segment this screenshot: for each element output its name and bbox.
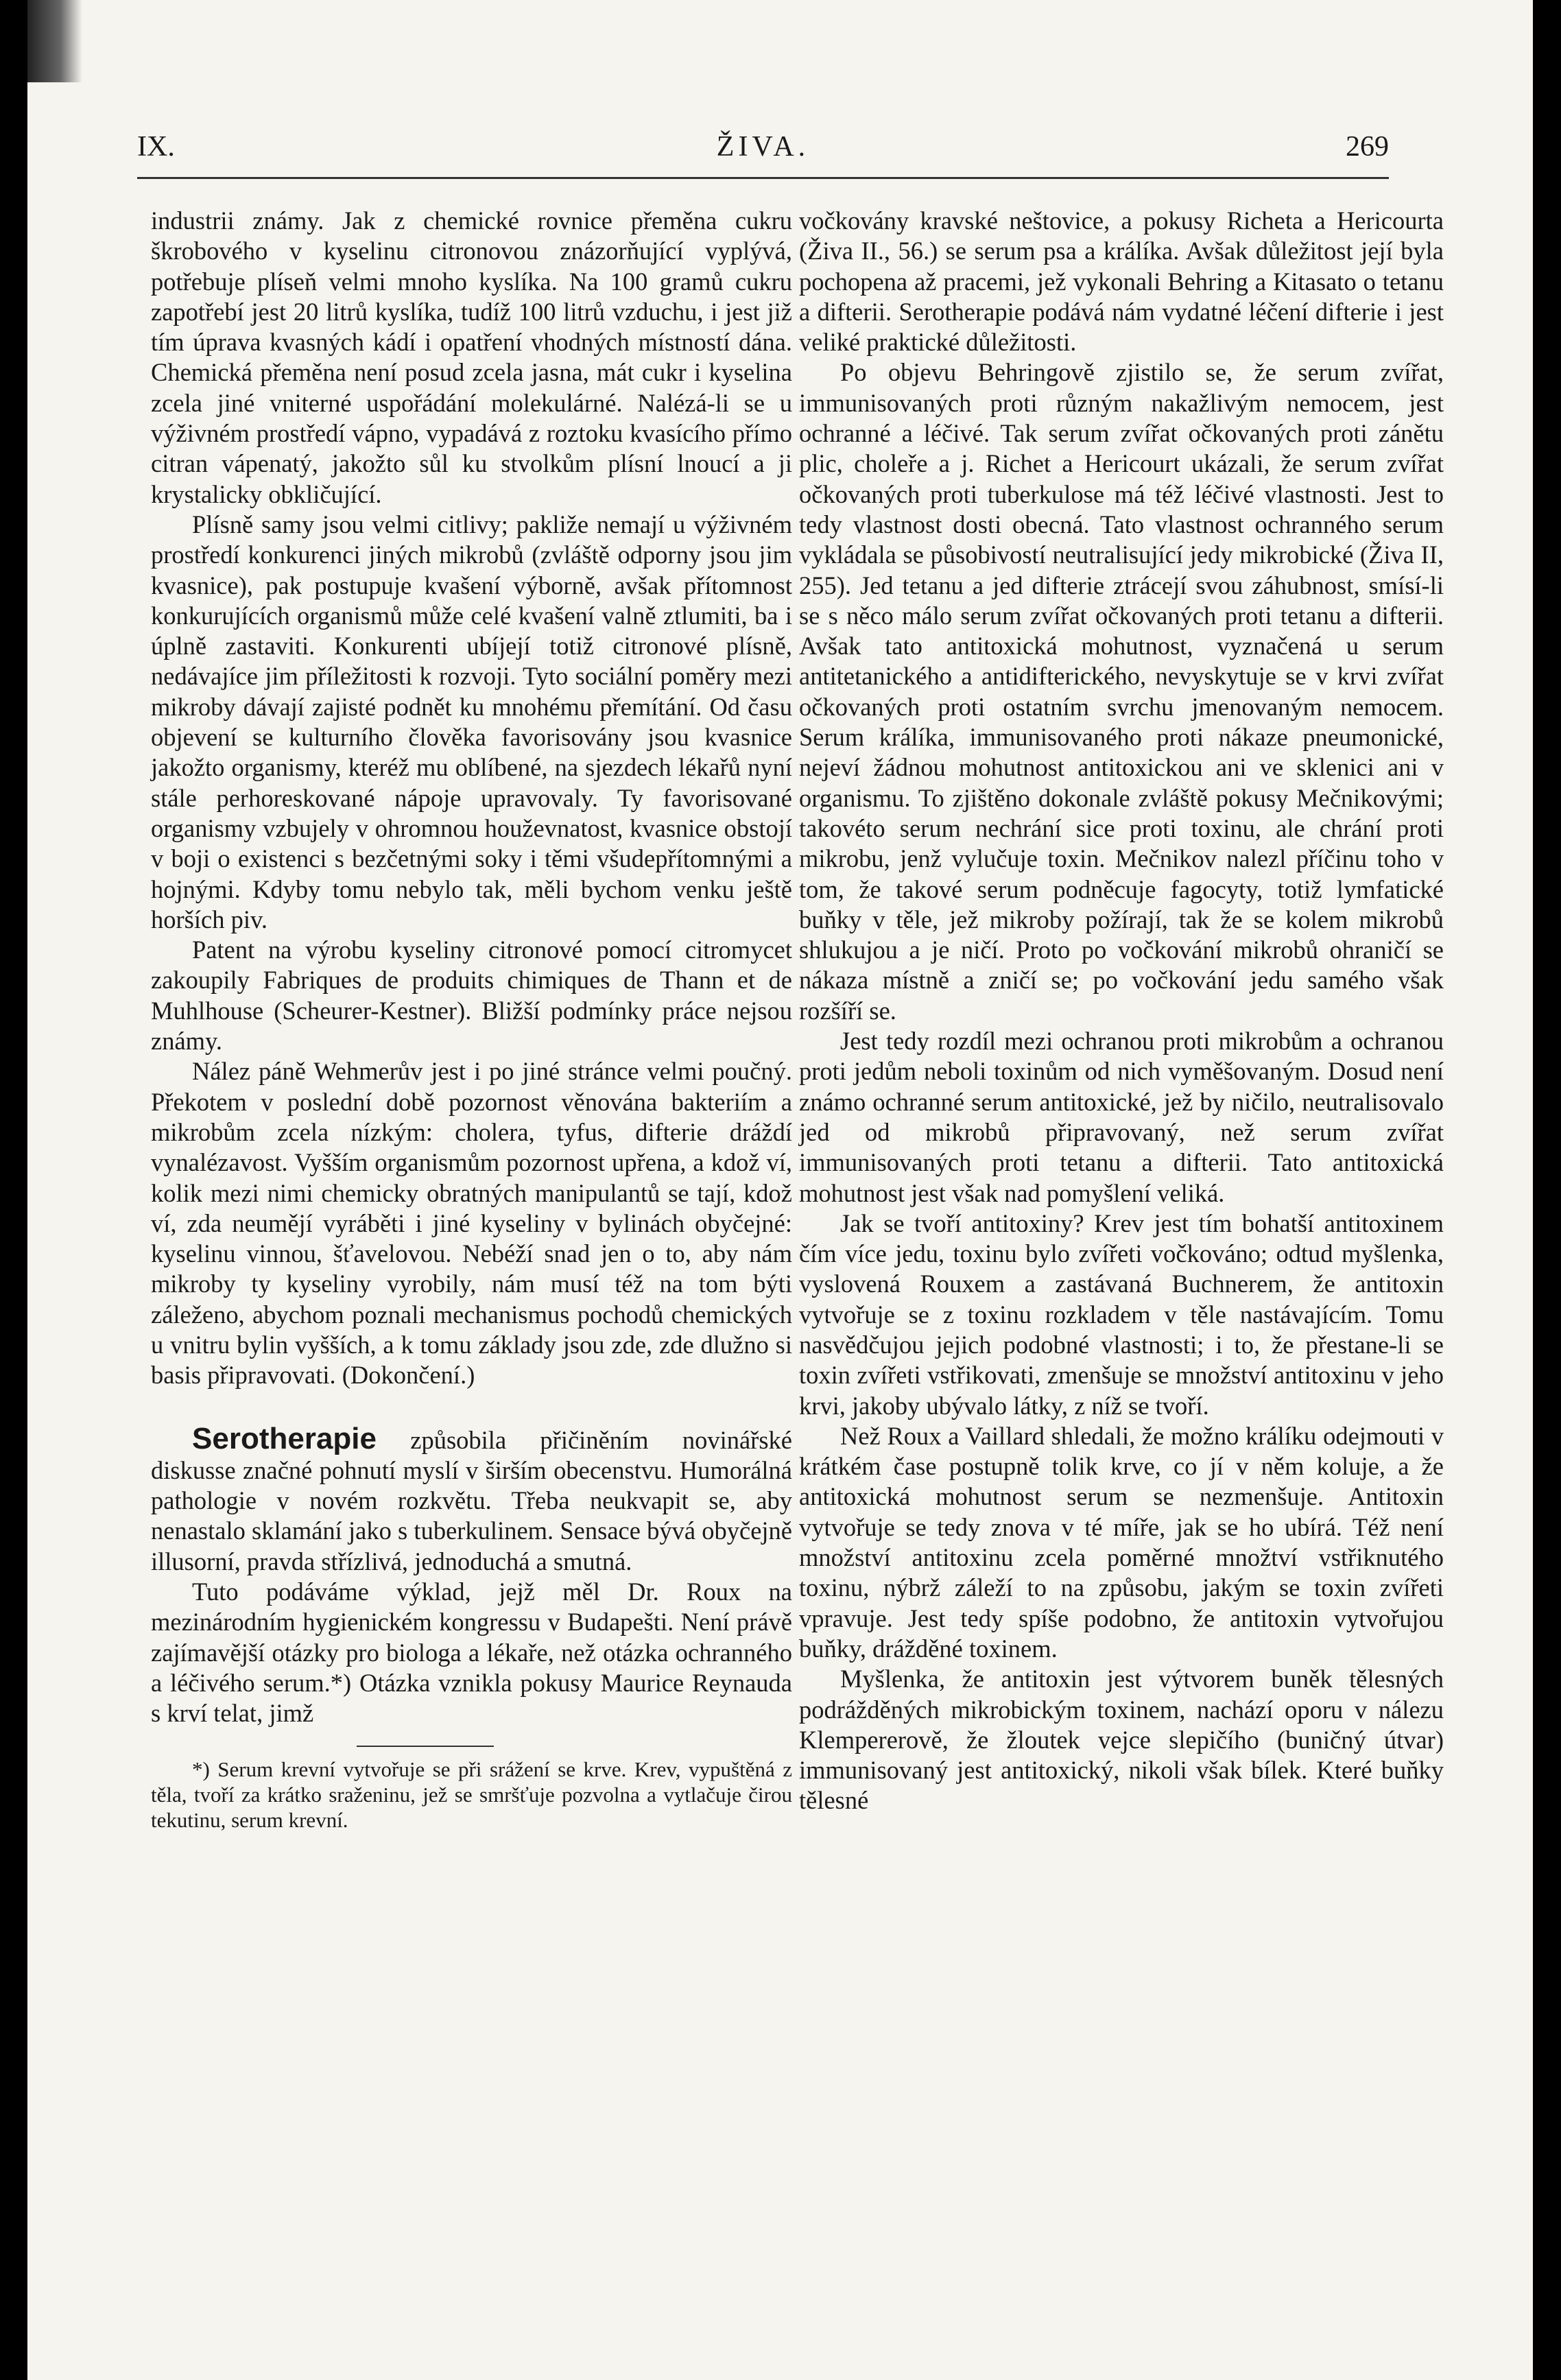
- paragraph: Patent na výrobu kyseliny citronové pomocí citromycet zakoupily Fabriques de produits chimiques de Thann et de Muhlhouse (Scheurer-Kestner). Bližší podmínky práce nejsou známy.: [151, 936, 792, 1056]
- paragraph: Tuto podáváme výklad, jejž měl Dr. Roux na mezinárodním hygienickém kongressu v Budapešti. Není právě zajímavější otázky pro biologa a lékaře, než otázka ochranného a léčivého serum.*) Otázka vznikla pokusy Maurice Reynauda s krví telat, jimž: [151, 1578, 792, 1728]
- paragraph-text: způsobila přičiněním novinářské diskusse značné pohnutí myslí v širším obecenstvu. Humorálná pathologie v novém rozkvětu. Třeba neukvapit se, aby nenastalo sklamání jako s tuberkulinem. Sensace bývá obyčejně illusorní, pravda střízlivá, jednoduchá a smutná.: [151, 1425, 792, 1575]
- scan-edge-mark: [27, 0, 82, 82]
- left-column: [151, 206, 792, 1833]
- paragraph: industrii známy. Jak z chemické rovnice přeměna cukru škrobového v kyselinu citronovou znázorňující vyplývá, potřebuje plíseň velmi mnoho kyslíka. Na 100 gramů cukru zapotřebí jest 20 litrů kyslíka, tudíž 100 litrů vzduchu, i jest již tím úprava kvasných kádí i opatření vhodných místností dána. Chemická přeměna není posud zcela jasna, mát cukr i kyselina zcela jiné vniterné uspořádání molekulárné. Nalézá-li se u výživném prostředí vápno, vypadává z roztoku kvasícího přímo citran vápenatý, jakožto sůl ku stvolkům plísní lnoucí a ji krystalicky obkličující.: [151, 206, 792, 508]
- section-paragraph: [151, 1421, 792, 1577]
- paragraph: Jest tedy rozdíl mezi ochranou proti mikrobům a ochranou proti jedům neboli toxinům od nich vyměšovaným. Dosud není známo ochranné serum antitoxické, jež by ničilo, neutralisovalo jed od mikrobů připravovaný, než serum zvířat immunisovaných proti tetanu a difterii. Tato antitoxická mohutnost jest však nad pomyšlení veliká.: [799, 1027, 1444, 1207]
- page-header: [137, 123, 1389, 171]
- paragraph: Než Roux a Vaillard shledali, že možno králíku odejmouti v krátkém čase postupně tolik krve, co jí v něm koluje, a že antitoxická mohutnost serum se nezmenšuje. Antitoxin vytvořuje se tedy znova v té míře, jak se ho ubírá. Též není množství antitoxinu zcela poměrné množtví vstřiknutého toxinu, nýbrž záleží to na způsobu, jakým se toxin zvířeti vpravuje. Jest tedy spíše podobno, že antitoxin vytvořujou buňky, drážděné toxinem.: [799, 1421, 1444, 1663]
- section-title: Serotherapie: [192, 1421, 377, 1455]
- journal-title: ŽIVA.: [716, 131, 810, 163]
- right-column: [799, 206, 1444, 1816]
- paragraph: Nález páně Wehmerův jest i po jiné stránce velmi poučný. Překotem v poslední době pozornost věnována bakteriím a mikrobům zcela nízkým: cholera, tyfus, difterie dráždí vynalézavost. Vyšším organismům pozornost upřena, a kdož ví, kolik mezi nimi chemicky obratných manipulantů se tají, kdož ví, zda neumějí vyráběti i jiné kyseliny v bylinách obyčejné: kyselinu vinnou, šťavelovou. Nebéží snad jen o to, aby nám mikroby ty kyseliny vyrobily, nám musí též na tom býti záleženo, abychom poznali mechanismus pochodů chemických u vnitru bylin vyšších, a k tomu základy jsou zde, zde dlužno si basis připravovati. (Dokončení.): [151, 1057, 792, 1390]
- paragraph: Plísně samy jsou velmi citlivy; pakliže nemají u výživném prostředí konkurenci jiných mikrobů (zvláště odporny jsou jim kvasnice), pak postupuje kvašení výborně, avšak přítomnost konkurujících organismů může celé kvašení valně ztlumiti, ba i úplně zastaviti. Konkurenti ubíjejí totiž citronové plísně, nedávajíce jim příležitosti k rozvoji. Tyto sociální poměry mezi mikroby dávají zajisté podnět ku mnohému přemítání. Od času objevení se kulturního člověka favorisovány jsou kvasnice jakožto organismy, kteréž mu oblíbené, na sjezdech lékařů nyní stále perhoreskované nápoje upravovaly. Ty favorisované organismy vzbujely v ohromnou houževnatost, kvasnice obstojí v boji o existenci s bezčetnými soky i těmi všudepřítomnými a hojnými. Kdyby tomu nebylo tak, měli bychom venku ještě horších piv.: [151, 510, 792, 933]
- page-number: 269: [1346, 131, 1389, 163]
- header-rule: [137, 177, 1389, 179]
- paragraph: Jak se tvoří antitoxiny? Krev jest tím bohatší antitoxinem čím více jedu, toxinu bylo zvířeti vočkováno; odtud myšlenka, vyslovená Rouxem a zastávaná Buchnerem, že antitoxin vytvořuje se z toxinu rozkladem v těle nastávajícím. Tomu nasvědčujou jejich podobné vlastnosti; i to, že přestane-li se toxin zvířeti vstřikovati, zmenšuje se množství antitoxinu v jeho krvi, jakoby ubývalo látky, z níž se tvoří.: [799, 1209, 1444, 1420]
- footnote: *) Serum krevní vytvořuje se při srážení se krve. Krev, vypuštěná z těla, tvoří za krátko sraženinu, jež se smršťuje pozvolna a vytlačuje čirou tekutinu, serum krevní.: [151, 1757, 792, 1832]
- paragraph: vočkovány kravské neštovice, a pokusy Richeta a Hericourta (Živa II., 56.) se serum psa a králíka. Avšak důležitost její byla pochopena až pracemi, jež vykonali Behring a Kitasato o tetanu a difterii. Serotherapie podává nám vydatné léčení difterie i jest veliké praktické důležitosti.: [799, 206, 1444, 357]
- volume-number: IX.: [137, 131, 175, 163]
- footnote-rule: [357, 1746, 494, 1747]
- document-page: [27, 0, 1533, 2380]
- paragraph: Myšlenka, že antitoxin jest výtvorem buněk tělesných podrážděných mikrobickým toxinem, nachází oporu v nálezu Klempererově, že žloutek vejce slepičího (buničný útvar) immunisovaný jest antitoxický, nikoli však bílek. Které buňky tělesné: [799, 1665, 1444, 1815]
- paragraph: Po objevu Behringově zjistilo se, že serum zvířat, immunisovaných proti různým nakažlivým nemocem, jest ochranné a léčivé. Tak serum zvířat očkovaných proti zánětu plic, choleře a j. Richet a Hericourt ukázali, že serum zvířat očkovaných proti tuberkulose má též léčivé vlastnosti. Jest to tedy vlastnost dosti obecná. Tato vlastnost ochranného serum vykládala se působivostí neutralisující jedy mikrobické (Živa II, 255). Jed tetanu a jed difterie ztrácejí svou záhubnost, smísí-li se s něco málo serum zvířat očkovaných proti tetanu a difterii. Avšak tato antitoxická mohutnost, vyznačená u serum antitetanického a antidifterického, nevyskytuje se v krvi zvířat očkovaných proti ostatním svrchu jmenovaným nemocem. Serum králíka, immunisovaného proti nákaze pneumonické, nejeví žádnou mohutnost antitoxickou ani ve sklenici ani v organismu. To zjištěno dokonale zvláště pokusy Mečnikovými; takovéto serum nechrání sice proti toxinu, ale chrání proti mikrobu, jenž vylučuje toxin. Mečnikov nalezl příčinu toho v tom, že takové serum podněcuje fagocyty, totiž lymfatické buňky v těle, jež mikroby požírají, tak že se kolem mikrobů shlukujou a je ničí. Proto po vočkování mikrobů ohraničí se nákaza místně a zničí se; po vočkování jedu samého však rozšíří se.: [799, 358, 1444, 1025]
